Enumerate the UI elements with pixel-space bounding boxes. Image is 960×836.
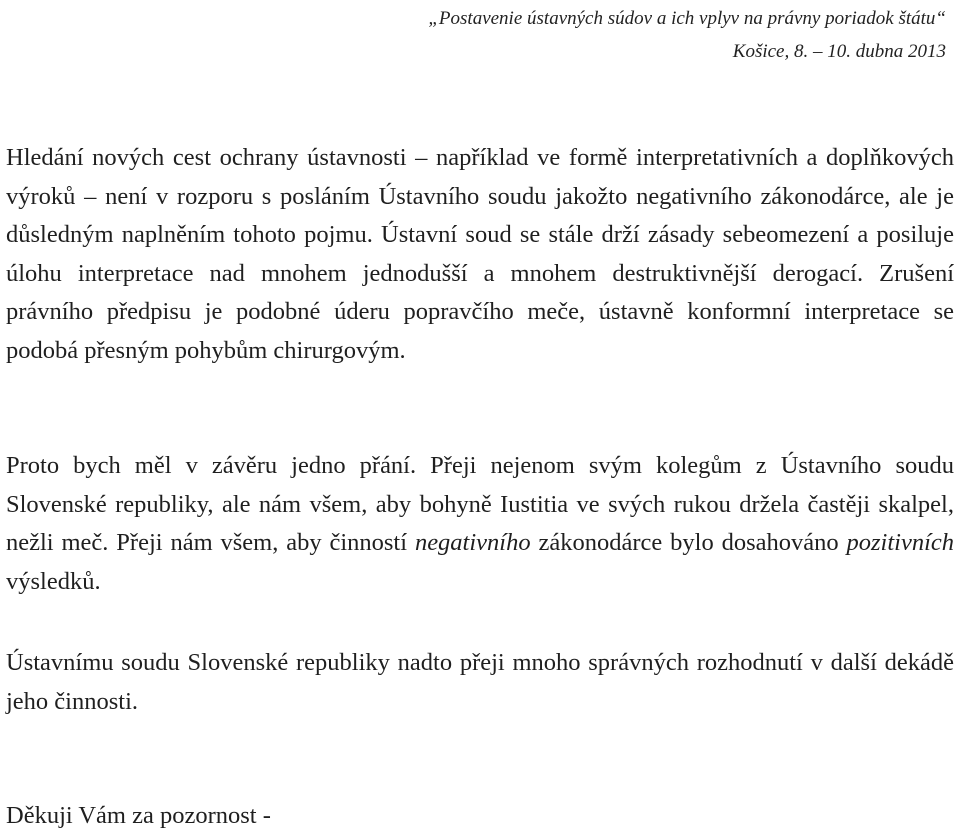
paragraph-wish (6, 447, 954, 601)
paragraph-wish-text-1: Proto bych měl v závěru jedno přání. Přeji nejenom svým kolegům z Ústavního soudu Slovenské republiky, ale nám všem, aby bohyně Iustitia ve svých rukou držela častěji skalpel, nežli meč. Přeji nám všem, aby činností (6, 452, 954, 556)
paragraph-constitutional-review: Hledání nových cest ochrany ústavnosti – například ve formě interpretativních a doplňkových výroků – není v rozporu s posláním Ústavního soudu jakožto negativního zákonodárce, ale je důsledným naplněním tohoto pojmu. Ústavní soud se stále drží zásady sebeomezení a posiluje úlohu interpretace nad mnohem jednodušší a mnohem destruktivnější derogací. Zrušení právního předpisu je podobné úderu popravčího meče, ústavně konformní interpretace se podobá přesným pohybům chirurgovým. (6, 144, 954, 364)
document-header (428, 2, 946, 68)
paragraph-wish-text-3: výsledků. (6, 567, 101, 595)
emphasis-positive: pozitivních (846, 529, 955, 556)
paragraph-wish-text-2: zákonodárce bylo dosahováno (530, 529, 847, 556)
closing-thanks: Děkuji Vám za pozornost - (6, 802, 271, 829)
conference-title: „Postavenie ústavných súdov a ich vplyv na právny poriadok štátu“ (428, 8, 946, 29)
conference-place-date: Košice, 8. – 10. dubna 2013 (732, 41, 946, 62)
paragraph-good-wishes: Ústavnímu soudu Slovenské republiky nadto přeji mnoho správných rozhodnutí v další dekádě jeho činnosti. (6, 649, 954, 715)
emphasis-negative: negativního (414, 529, 531, 556)
